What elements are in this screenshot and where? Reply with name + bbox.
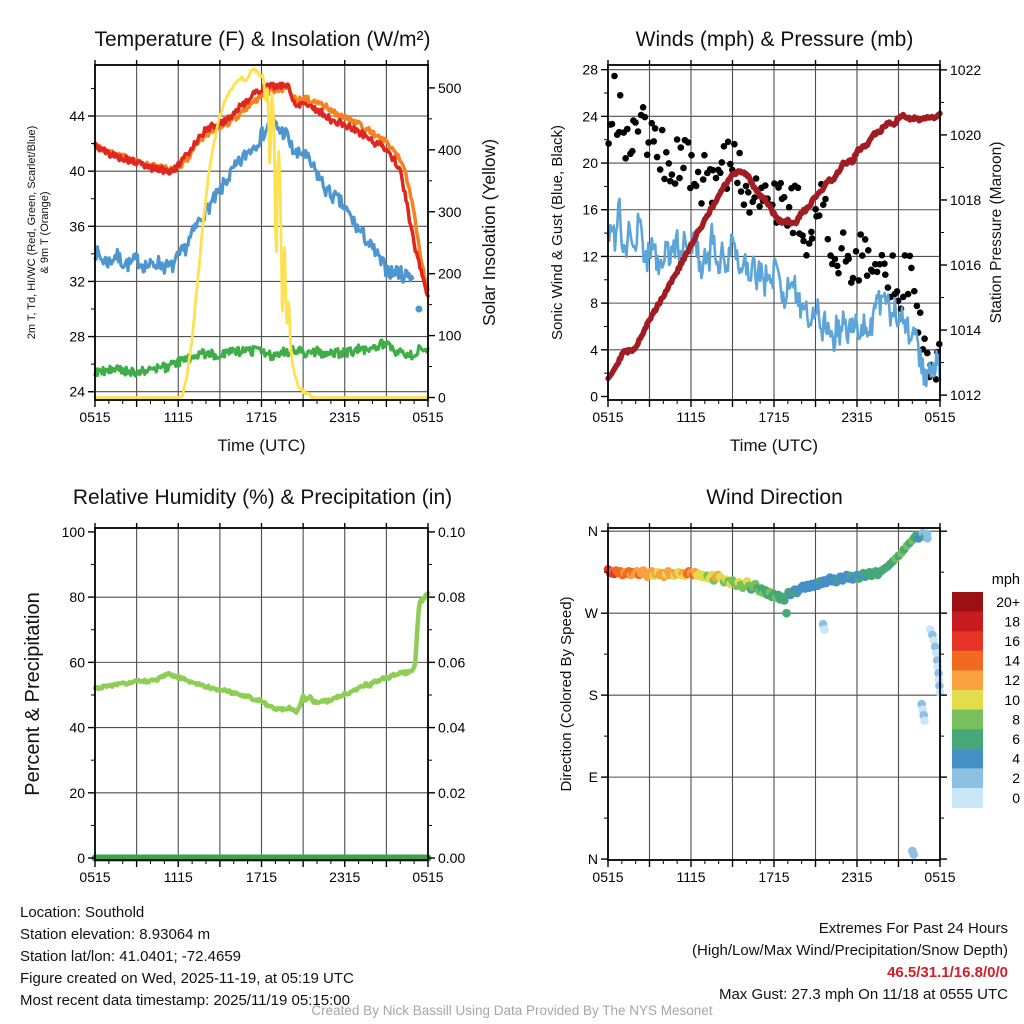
svg-text:28: 28 bbox=[69, 328, 85, 345]
svg-text:100: 100 bbox=[61, 523, 85, 540]
svg-text:1715: 1715 bbox=[758, 869, 790, 885]
svg-text:0.04: 0.04 bbox=[438, 719, 466, 736]
svg-text:1115: 1115 bbox=[163, 869, 193, 885]
timestamp-line: Most recent data timestamp: 2025/11/19 05:15:00 bbox=[20, 992, 350, 1009]
svg-text:1715: 1715 bbox=[758, 409, 790, 425]
svg-text:0515: 0515 bbox=[924, 409, 956, 425]
svg-text:E: E bbox=[588, 769, 598, 786]
series-insolation bbox=[95, 69, 428, 398]
svg-text:500: 500 bbox=[438, 79, 462, 96]
series-pressure bbox=[608, 114, 940, 379]
svg-text:0.00: 0.00 bbox=[438, 850, 466, 867]
svg-text:2: 2 bbox=[1012, 770, 1020, 787]
latlon-line: Station lat/lon: 41.0401; -72.4659 bbox=[20, 948, 242, 965]
svg-text:4: 4 bbox=[590, 341, 598, 358]
station-footer bbox=[20, 902, 354, 1012]
svg-text:2315: 2315 bbox=[841, 869, 873, 885]
svg-text:1018: 1018 bbox=[950, 191, 982, 208]
elevation-line: Station elevation: 8.93064 m bbox=[20, 926, 211, 943]
svg-text:80: 80 bbox=[69, 589, 85, 606]
svg-text:1715: 1715 bbox=[245, 409, 278, 425]
temperature-left-axis-label bbox=[26, 65, 52, 400]
temp-series bbox=[95, 69, 428, 398]
svg-text:4: 4 bbox=[1012, 750, 1020, 767]
rh-series bbox=[95, 593, 428, 858]
temp-chart bbox=[69, 60, 461, 425]
svg-text:10: 10 bbox=[1004, 691, 1020, 708]
svg-text:mph: mph bbox=[991, 572, 1020, 588]
winds-chart bbox=[582, 60, 981, 425]
svg-text:32: 32 bbox=[69, 273, 85, 290]
location-line: Location: Southold bbox=[20, 904, 145, 921]
svg-text:1115: 1115 bbox=[676, 869, 706, 885]
extremes-values: 46.5/31.1/16.8/0/0 bbox=[887, 964, 1008, 981]
svg-text:0.02: 0.02 bbox=[438, 784, 466, 801]
extremes-title: Extremes For Past 24 Hours bbox=[818, 920, 1008, 937]
svg-text:8: 8 bbox=[590, 295, 598, 312]
series-wind-chill-hi bbox=[95, 118, 413, 282]
insolation-right-axis-label: Solar Insolation (Yellow) bbox=[479, 138, 499, 327]
series-dewpoint-2m bbox=[95, 340, 428, 376]
svg-text:400: 400 bbox=[438, 141, 462, 158]
extremes-subtitle: (High/Low/Max Wind/Precipitation/Snow Depth) bbox=[692, 942, 1008, 959]
svg-text:N: N bbox=[587, 851, 598, 868]
svg-text:2315: 2315 bbox=[329, 869, 361, 885]
svg-text:1020: 1020 bbox=[950, 126, 982, 143]
winds-xaxis-label: Time (UTC) bbox=[729, 436, 819, 455]
rh-chart bbox=[62, 523, 466, 885]
svg-text:2315: 2315 bbox=[841, 409, 873, 425]
svg-text:12: 12 bbox=[1004, 672, 1020, 689]
temp-axis-ticks bbox=[69, 60, 461, 425]
svg-text:12: 12 bbox=[582, 248, 598, 265]
extremes-block bbox=[692, 918, 1008, 1006]
temperature-left-axis-label-line1: 2m T, Td, HI/WC (Red, Green, Scarlet/Blue) bbox=[26, 125, 38, 340]
svg-text:1016: 1016 bbox=[950, 257, 982, 274]
winds-chart-title: Winds (mph) & Pressure (mb) bbox=[635, 28, 914, 51]
svg-text:18: 18 bbox=[1004, 613, 1020, 630]
svg-text:44: 44 bbox=[69, 108, 85, 125]
svg-text:0.10: 0.10 bbox=[438, 523, 466, 540]
svg-text:36: 36 bbox=[69, 218, 85, 235]
svg-text:20+: 20+ bbox=[996, 593, 1020, 610]
wdir-chart bbox=[585, 523, 1020, 885]
humidity-left-axis-label: Percent & Precipitation bbox=[22, 592, 44, 796]
series-gusts bbox=[605, 73, 942, 383]
svg-text:100: 100 bbox=[438, 327, 462, 344]
svg-text:N: N bbox=[587, 523, 598, 540]
svg-text:300: 300 bbox=[438, 203, 462, 220]
svg-text:6: 6 bbox=[1012, 731, 1020, 747]
winds-axis-ticks bbox=[582, 60, 981, 425]
temperature-xaxis-label: Time (UTC) bbox=[217, 436, 306, 455]
svg-text:24: 24 bbox=[69, 383, 85, 400]
wdir-gridlines bbox=[608, 528, 940, 860]
svg-text:14: 14 bbox=[1004, 652, 1020, 669]
svg-text:1012: 1012 bbox=[950, 387, 982, 404]
svg-text:0515: 0515 bbox=[592, 869, 624, 885]
svg-text:200: 200 bbox=[438, 265, 462, 282]
winds-series bbox=[605, 73, 942, 387]
series-relative-humidity bbox=[95, 593, 428, 713]
svg-text:0515: 0515 bbox=[412, 409, 444, 425]
svg-text:0515: 0515 bbox=[79, 409, 111, 425]
svg-text:0515: 0515 bbox=[412, 869, 444, 885]
svg-text:24: 24 bbox=[582, 108, 598, 125]
credit-line: Created By Nick Bassill Using Data Provided By The NYS Mesonet bbox=[311, 1003, 713, 1018]
svg-text:0515: 0515 bbox=[79, 869, 111, 885]
svg-text:8: 8 bbox=[1012, 711, 1020, 728]
svg-text:40: 40 bbox=[69, 163, 85, 180]
svg-text:0: 0 bbox=[1012, 789, 1020, 806]
created-line: Figure created on Wed, 2025-11-19, at 05:19 UTC bbox=[20, 970, 354, 987]
series-wind-chill-last-dot bbox=[415, 306, 422, 313]
svg-text:40: 40 bbox=[69, 719, 85, 736]
direction-left-axis-label: Direction (Colored By Speed) bbox=[558, 596, 575, 792]
series-wind-direction-dots bbox=[604, 529, 945, 859]
svg-text:1115: 1115 bbox=[163, 409, 193, 425]
svg-text:16: 16 bbox=[582, 201, 598, 218]
rh-gridlines bbox=[95, 528, 428, 860]
svg-text:16: 16 bbox=[1004, 633, 1020, 649]
svg-text:2315: 2315 bbox=[329, 409, 361, 425]
series-temp-2m bbox=[95, 83, 428, 296]
svg-text:S: S bbox=[588, 687, 598, 704]
svg-text:W: W bbox=[584, 605, 598, 622]
humidity-chart-title: Relative Humidity (%) & Precipitation (in) bbox=[72, 486, 453, 509]
temperature-left-axis-label-line2: & 9m T (Orange) bbox=[39, 191, 51, 274]
wind-speed-colorbar bbox=[952, 572, 1020, 808]
series-sonic-wind bbox=[608, 199, 940, 386]
svg-text:0: 0 bbox=[438, 389, 446, 406]
svg-text:1715: 1715 bbox=[245, 869, 278, 885]
svg-text:0.08: 0.08 bbox=[438, 589, 466, 606]
wind-left-axis-label: Sonic Wind & Gust (Blue, Black) bbox=[549, 124, 566, 341]
svg-text:1115: 1115 bbox=[676, 409, 706, 425]
svg-text:0: 0 bbox=[77, 850, 85, 867]
wdir-axis-ticks bbox=[585, 523, 956, 885]
temperature-chart-title: Temperature (F) & Insolation (W/m²) bbox=[94, 28, 431, 51]
svg-text:0515: 0515 bbox=[924, 869, 956, 885]
pressure-right-axis-label: Station Pressure (Maroon) bbox=[988, 141, 1005, 324]
winds-gridlines bbox=[608, 65, 940, 400]
wdir-series bbox=[604, 529, 945, 859]
svg-text:20: 20 bbox=[69, 784, 85, 801]
max-gust-line: Max Gust: 27.3 mph On 11/18 at 0555 UTC bbox=[718, 986, 1008, 1003]
svg-text:60: 60 bbox=[69, 654, 85, 671]
svg-text:1014: 1014 bbox=[950, 322, 982, 339]
svg-text:0: 0 bbox=[590, 388, 598, 405]
svg-text:28: 28 bbox=[582, 61, 598, 78]
wind-direction-chart-title: Wind Direction bbox=[706, 486, 843, 509]
series-temp-9m bbox=[95, 84, 428, 290]
svg-text:1022: 1022 bbox=[950, 61, 982, 78]
svg-text:0515: 0515 bbox=[592, 409, 624, 425]
svg-text:0.06: 0.06 bbox=[438, 654, 466, 671]
temp-gridlines bbox=[95, 65, 428, 400]
rh-axis-ticks bbox=[62, 523, 466, 885]
svg-text:20: 20 bbox=[582, 155, 598, 172]
